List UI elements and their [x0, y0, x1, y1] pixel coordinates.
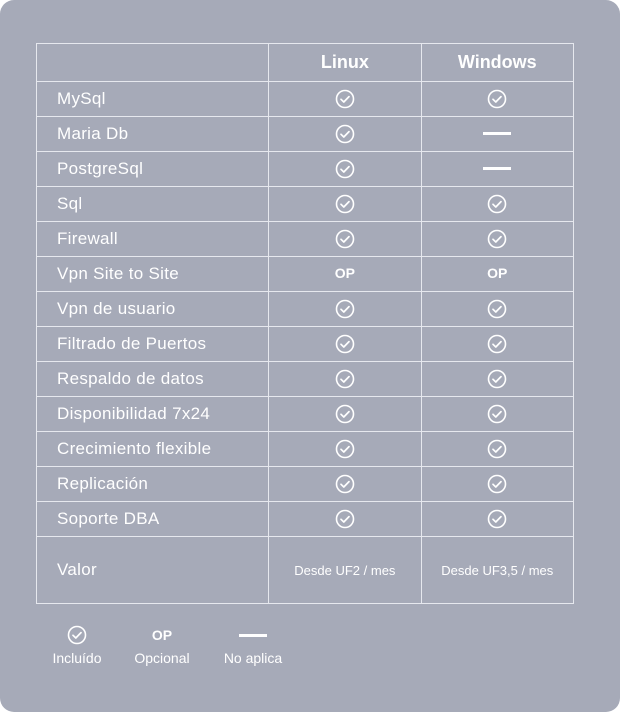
- table-row: [37, 502, 574, 537]
- linux-optional-value: [269, 257, 421, 292]
- dash-icon: [216, 624, 290, 646]
- windows-optional-value: [421, 257, 573, 292]
- table-row: [37, 117, 574, 152]
- feature-label: MySql: [37, 82, 269, 117]
- legend-included-label: Incluído: [52, 650, 102, 666]
- windows-check-icon: [421, 432, 573, 467]
- table-row: [37, 257, 574, 292]
- windows-dash-icon: [421, 152, 573, 187]
- linux-check-icon: [269, 292, 421, 327]
- price-label: Valor: [37, 537, 269, 604]
- windows-check-icon: [421, 397, 573, 432]
- legend-optional-label: Opcional: [134, 650, 190, 666]
- table-row: [37, 187, 574, 222]
- legend-optional-symbol: OP: [151, 627, 173, 643]
- feature-label: Filtrado de Puertos: [37, 327, 269, 362]
- linux-check-icon: [269, 187, 421, 222]
- header-linux: Linux: [269, 44, 421, 82]
- optional-text: OP: [334, 265, 355, 281]
- feature-label: Crecimiento flexible: [37, 432, 269, 467]
- legend-included: [48, 624, 106, 666]
- linux-check-icon: [269, 362, 421, 397]
- price-row: [37, 537, 574, 604]
- feature-label: Sql: [37, 187, 269, 222]
- linux-check-icon: [269, 432, 421, 467]
- feature-label: Disponibilidad 7x24: [37, 397, 269, 432]
- linux-check-icon: [269, 467, 421, 502]
- feature-label: Vpn Site to Site: [37, 257, 269, 292]
- linux-check-icon: [269, 502, 421, 537]
- legend-not-applicable: [216, 624, 290, 666]
- linux-check-icon: [269, 152, 421, 187]
- table-row: [37, 432, 574, 467]
- windows-check-icon: [421, 327, 573, 362]
- windows-check-icon: [421, 362, 573, 397]
- table-row: [37, 397, 574, 432]
- table-row: [37, 362, 574, 397]
- legend-not-applicable-label: No aplica: [223, 650, 283, 666]
- linux-check-icon: [269, 82, 421, 117]
- feature-label: Maria Db: [37, 117, 269, 152]
- header-windows: Windows: [421, 44, 573, 82]
- linux-check-icon: [269, 327, 421, 362]
- windows-check-icon: [421, 467, 573, 502]
- price-linux: Desde UF2 / mes: [269, 537, 421, 604]
- linux-check-icon: [269, 117, 421, 152]
- table-row: [37, 292, 574, 327]
- windows-check-icon: [421, 222, 573, 257]
- table-row: [37, 82, 574, 117]
- comparison-table: [36, 43, 574, 604]
- table-row: [37, 152, 574, 187]
- feature-label: Firewall: [37, 222, 269, 257]
- feature-label: Vpn de usuario: [37, 292, 269, 327]
- table-row: [37, 467, 574, 502]
- table-row: [37, 327, 574, 362]
- header-feature: [37, 44, 269, 82]
- feature-label: Soporte DBA: [37, 502, 269, 537]
- feature-label: Respaldo de datos: [37, 362, 269, 397]
- linux-check-icon: [269, 397, 421, 432]
- price-windows: Desde UF3,5 / mes: [421, 537, 573, 604]
- header-row: [37, 44, 574, 82]
- windows-check-icon: [421, 82, 573, 117]
- windows-dash-icon: [421, 117, 573, 152]
- windows-check-icon: [421, 502, 573, 537]
- feature-label: PostgreSql: [37, 152, 269, 187]
- linux-check-icon: [269, 222, 421, 257]
- check-icon: [48, 624, 106, 646]
- optional-text: OP: [487, 265, 508, 281]
- windows-check-icon: [421, 187, 573, 222]
- feature-label: Replicación: [37, 467, 269, 502]
- windows-check-icon: [421, 292, 573, 327]
- table-row: [37, 222, 574, 257]
- legend-optional: [126, 624, 198, 666]
